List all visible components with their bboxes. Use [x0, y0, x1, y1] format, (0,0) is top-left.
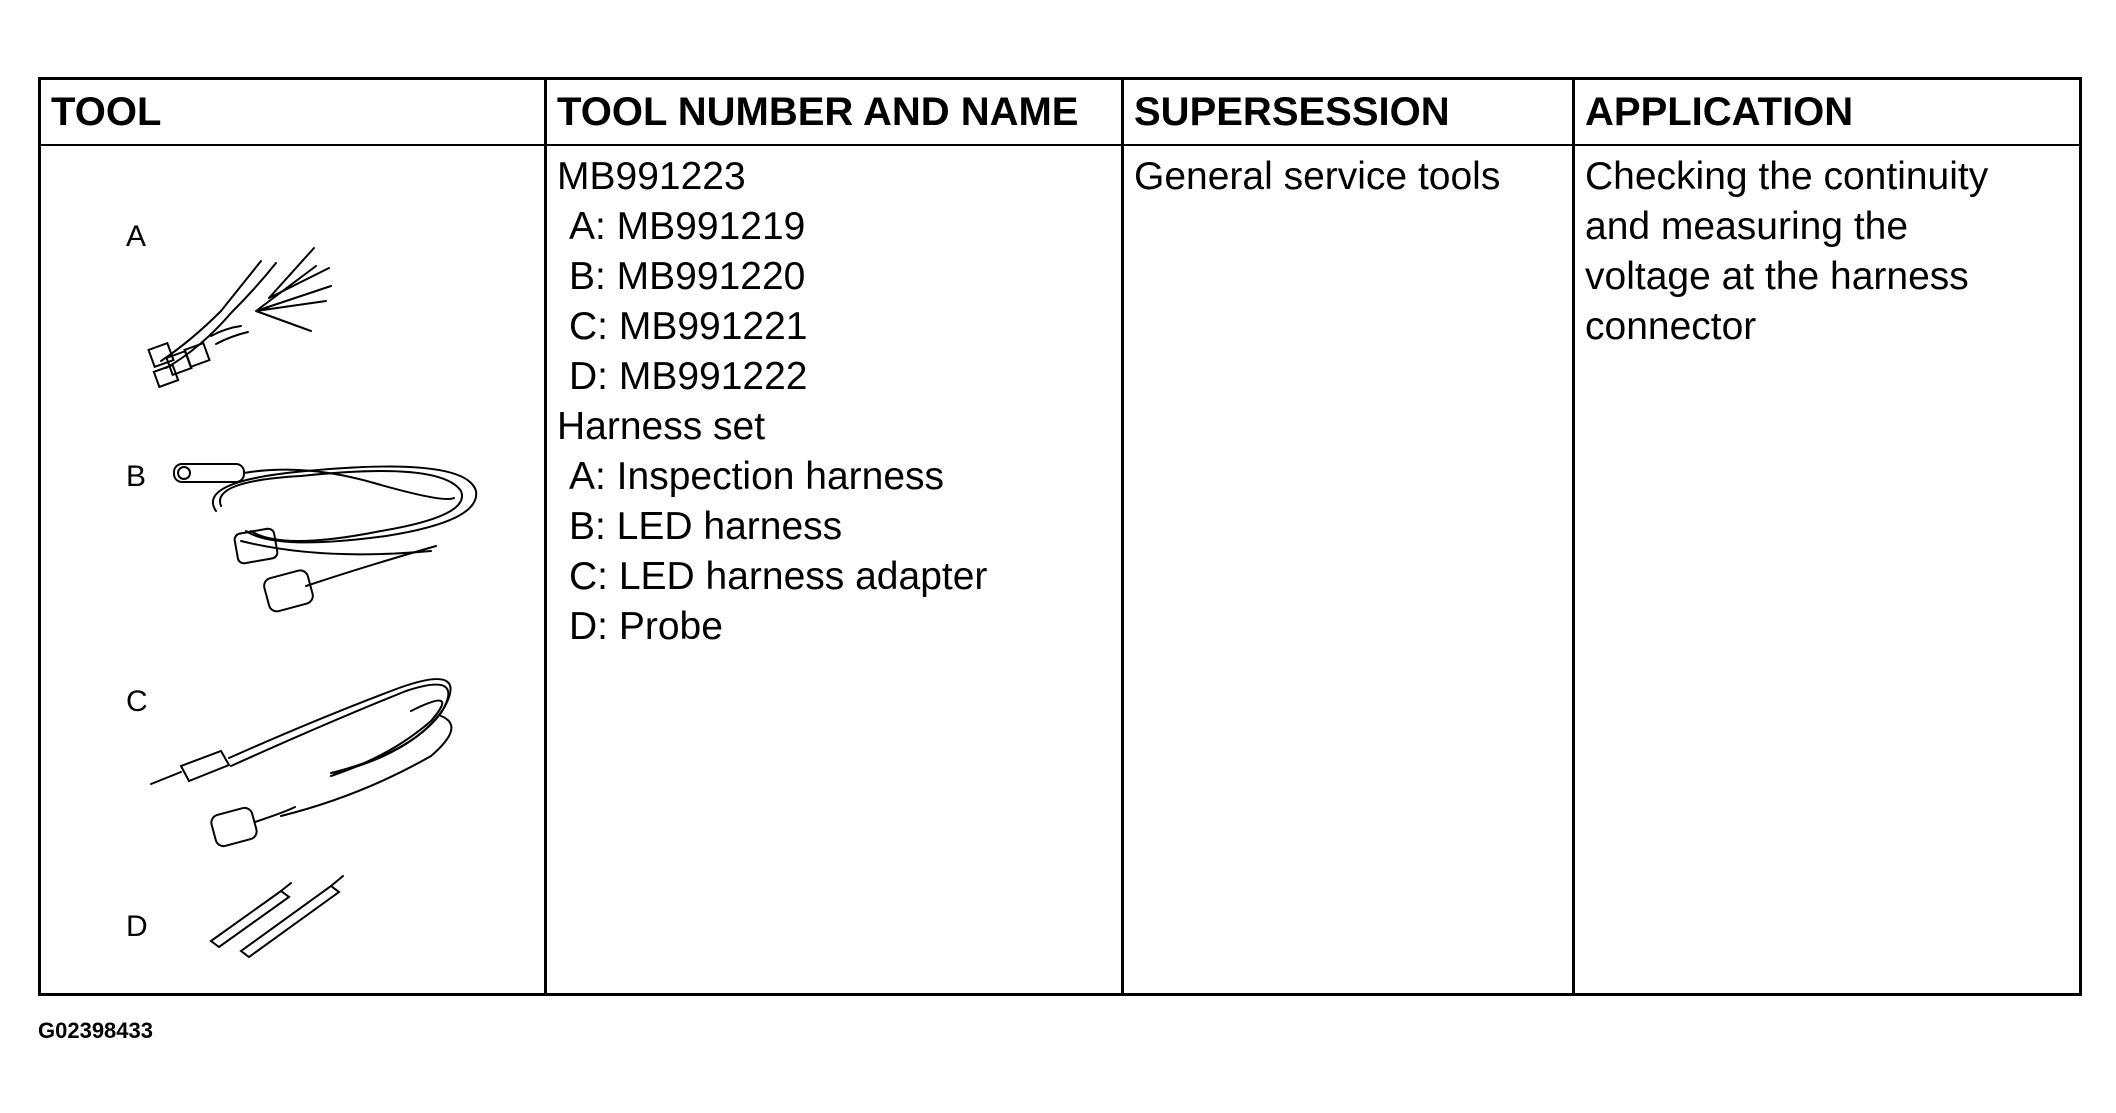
tool-number-name-cell: [547, 146, 1122, 652]
tool-number-line: B: MB991220: [569, 255, 806, 298]
tool-letter-c: C: [126, 685, 148, 718]
led-harness-drawing: [174, 464, 476, 613]
probe-drawing: [211, 876, 343, 957]
supersession-cell: [1124, 146, 1574, 202]
figure-code: G02398433: [38, 1018, 153, 1043]
application-line: connector: [1585, 305, 1757, 348]
inspection-harness-drawing: [149, 248, 331, 387]
tool-name-line: A: Inspection harness: [569, 455, 945, 498]
tool-letter-a: A: [126, 220, 147, 253]
tool-number-line: A: MB991219: [569, 205, 806, 248]
tool-number-line: MB991223: [557, 155, 746, 198]
tool-letter-d: D: [126, 910, 148, 943]
tool-number-line: D: MB991222: [569, 355, 808, 398]
tool-name-line: Harness set: [557, 405, 766, 448]
application-line: Checking the continuity: [1585, 155, 1989, 198]
header-tool: TOOL: [51, 90, 162, 134]
tool-name-line: B: LED harness: [569, 505, 843, 548]
tool-illustrations: [41, 146, 544, 996]
tool-letter-b: B: [126, 460, 147, 493]
supersession-text: General service tools: [1134, 155, 1501, 198]
tool-table: [38, 77, 2082, 996]
header-number-name: TOOL NUMBER AND NAME: [557, 90, 1079, 134]
tool-name-line: D: Probe: [569, 605, 723, 648]
application-cell: [1575, 146, 2085, 352]
tool-number-line: C: MB991221: [569, 305, 808, 348]
application-line: voltage at the harness: [1585, 255, 1969, 298]
application-line: and measuring the: [1585, 205, 1909, 248]
header-application: APPLICATION: [1585, 90, 1854, 134]
led-harness-adapter-drawing: [151, 679, 451, 848]
header-supersession: SUPERSESSION: [1134, 90, 1450, 134]
tool-name-line: C: LED harness adapter: [569, 555, 988, 598]
